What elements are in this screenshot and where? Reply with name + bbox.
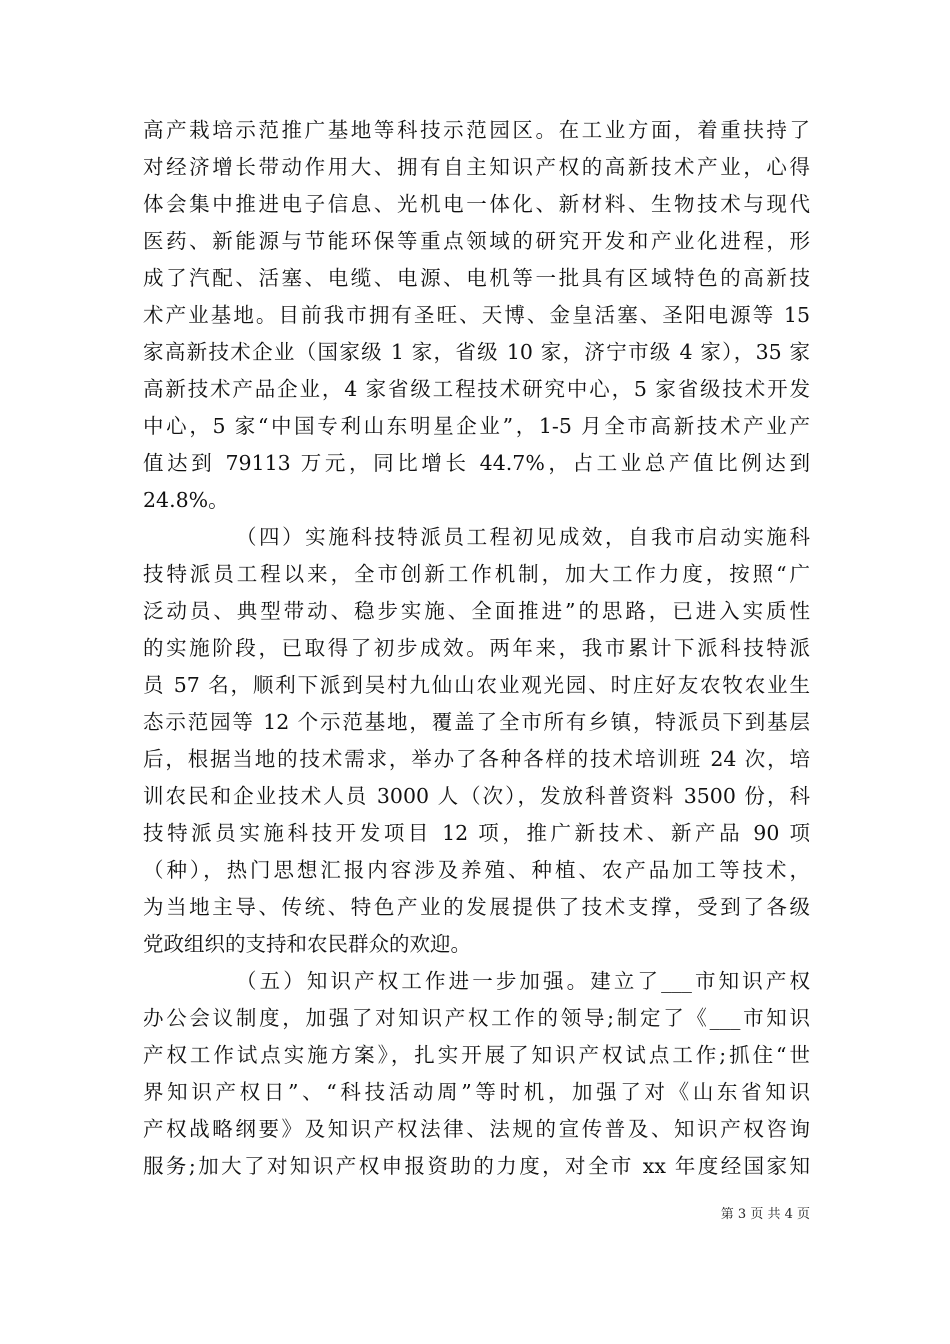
text-line-10: 值达到 79113 万元，同比增长 44.7%，占工业总产值比例达到: [143, 451, 810, 475]
text-line-20: 技特派员实施科技开发项目 12 项，推广新技术、新产品 90 项: [143, 821, 810, 845]
text-line-13: 技特派员工程以来，全市创新工作机制，加大工作力度，按照“广: [143, 562, 810, 586]
text-line-14: 泛动员、典型带动、稳步实施、全面推进”的思路，已进入实质性: [143, 599, 810, 623]
text-line-29: 服务;加大了对知识产权申报资助的力度，对全市 xx 年度经国家知: [143, 1154, 810, 1178]
text-line-22: 为当地主导、传统、特色产业的发展提供了技术支撑，受到了各级: [143, 895, 810, 919]
section-five-heading-line: （五）知识产权工作进一步加强。建立了___市知识产权: [236, 969, 810, 993]
text-line-11: 24.8%。: [143, 488, 229, 512]
text-line-3: 体会集中推进电子信息、光机电一体化、新材料、生物技术与现代: [143, 192, 810, 216]
text-line-23: 党政组织的支持和农民群众的欢迎。: [143, 932, 471, 956]
text-line-2: 对经济增长带动作用大、拥有自主知识产权的高新技术产业，心得: [143, 155, 810, 179]
page-number-footer: 第 3 页 共 4 页: [720, 1207, 810, 1222]
text-line-4: 医药、新能源与节能环保等重点领域的研究开发和产业化进程，形: [143, 229, 810, 253]
document-body: [143, 112, 810, 1185]
text-line-8: 高新技术产品企业，4 家省级工程技术研究中心，5 家省级技术开发: [143, 377, 810, 401]
text-line-7: 家高新技术企业（国家级 1 家，省级 10 家，济宁市级 4 家），35 家: [143, 340, 810, 364]
text-line-17: 态示范园等 12 个示范基地，覆盖了全市所有乡镇，特派员下到基层: [143, 710, 810, 734]
text-line-25: 办公会议制度，加强了对知识产权工作的领导;制定了《___市知识: [143, 1006, 810, 1030]
text-line-16: 员 57 名，顺利下派到吴村九仙山农业观光园、时庄好友农牧农业生: [143, 673, 810, 697]
text-line-27: 界知识产权日”、“科技活动周”等时机，加强了对《山东省知识: [143, 1080, 810, 1104]
text-line-6: 术产业基地。目前我市拥有圣旺、天博、金皇活塞、圣阳电源等 15: [143, 303, 810, 327]
text-line-5: 成了汽配、活塞、电缆、电源、电机等一批具有区域特色的高新技: [143, 266, 810, 290]
text-line-19: 训农民和企业技术人员 3000 人（次），发放科普资料 3500 份，科: [143, 784, 810, 808]
text-line-28: 产权战略纲要》及知识产权法律、法规的宣传普及、知识产权咨询: [143, 1117, 810, 1141]
text-line-18: 后，根据当地的技术需求，举办了各种各样的技术培训班 24 次，培: [143, 747, 810, 771]
section-four-heading-line: （四）实施科技特派员工程初见成效，自我市启动实施科: [236, 525, 810, 549]
text-line-1: 高产栽培示范推广基地等科技示范园区。在工业方面，着重扶持了: [143, 118, 810, 142]
text-line-26: 产权工作试点实施方案》，扎实开展了知识产权试点工作;抓住“世: [143, 1043, 810, 1067]
text-line-9: 中心，5 家“中国专利山东明星企业”，1-5 月全市高新技术产业产: [143, 414, 810, 438]
text-line-15: 的实施阶段，已取得了初步成效。两年来，我市累计下派科技特派: [143, 636, 810, 660]
text-line-21: （种），热门思想汇报内容涉及养殖、种植、农产品加工等技术，: [143, 858, 810, 882]
